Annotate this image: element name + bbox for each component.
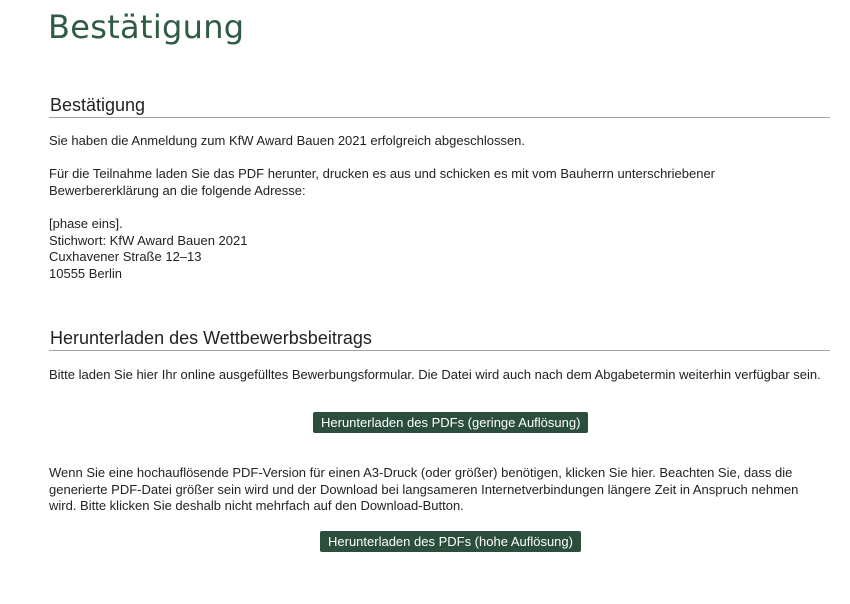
mailing-address (49, 216, 824, 282)
address-line-keyword: Stichwort: KfW Award Bauen 2021 (49, 232, 248, 248)
address-line-organization: [phase eins]. (49, 216, 123, 231)
submission-instructions-text: Für die Teilnahme laden Sie das PDF herunter, drucken es aus und schicken es mit vom Bauherrn unterschriebener Bewerbererklärung an die folgende Adresse: (49, 166, 716, 198)
page-title: Bestätigung (48, 8, 245, 46)
address-line-street: Cuxhavener Straße 12–13 (49, 249, 202, 264)
download-pdf-high-res-button[interactable]: Herunterladen des PDFs (hohe Auflösung) (320, 531, 581, 552)
download-intro-text: Bitte laden Sie hier Ihr online ausgefülltes Bewerbungsformular. Die Datei wird auch nach dem Abgabetermin weiterhin verfügbar sein. (49, 367, 821, 382)
high-res-download-note: Wenn Sie eine hochauflösende PDF-Version für einen A3-Druck (oder größer) benötigen, klicken Sie hier. Beachten Sie, dass die generierte PDF-Datei größer sein wird und der Download bei langsameren Internetverbindungen längere Zeit in Anspruch nehmen wird. Bitte klicken Sie deshalb nicht mehrfach auf den Download-Button. (49, 465, 799, 513)
confirmation-section-heading: Bestätigung (49, 94, 830, 118)
download-pdf-low-res-button[interactable]: Herunterladen des PDFs (geringe Auflösung) (313, 412, 588, 433)
address-line-city: 10555 Berlin (49, 265, 122, 281)
registration-completed-text: Sie haben die Anmeldung zum KfW Award Bauen 2021 erfolgreich abgeschlossen. (49, 133, 526, 148)
download-section-heading: Herunterladen des Wettbewerbsbeitrags (49, 327, 830, 351)
